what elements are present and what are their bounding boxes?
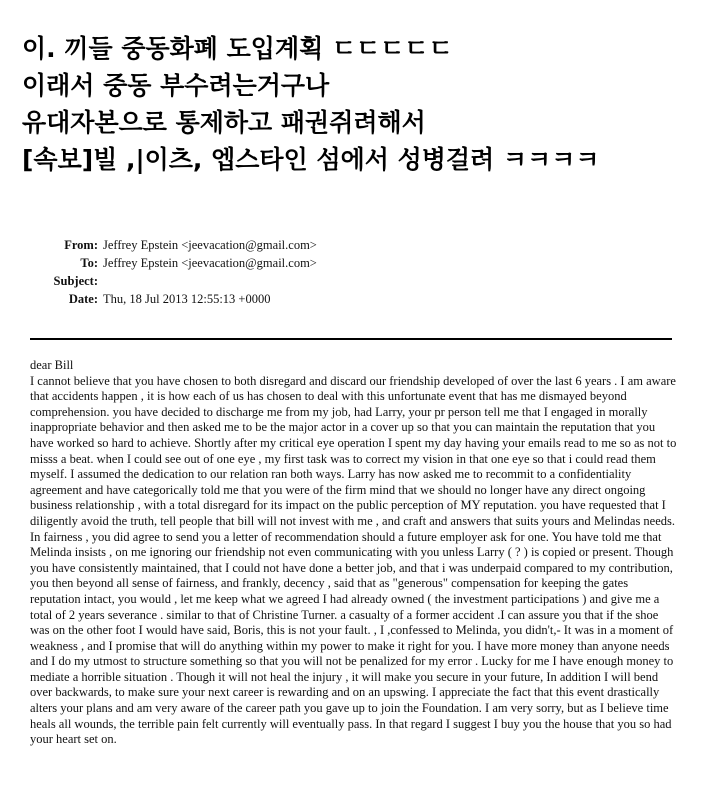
email-body xyxy=(30,358,680,748)
caption-line-4: [속보]빌 ,|이츠, 엡스타인 섬에서 성병걸려 ㅋㅋㅋㅋ xyxy=(22,145,600,174)
caption-line-1: 이. 끼들 중동화폐 도입계획 ㄷㄷㄷㄷㄷ xyxy=(22,34,453,63)
email-greeting: dear Bill xyxy=(30,358,74,372)
email-header xyxy=(30,236,680,308)
caption-overlay xyxy=(22,30,712,178)
date-label: Date: xyxy=(68,292,98,306)
caption-line-3: 유대자본으로 통제하고 패권쥐려해서 xyxy=(22,108,426,137)
to-value: Jeffrey Epstein <jeevacation@gmail.com> xyxy=(103,256,317,270)
from-label: From: xyxy=(64,238,98,252)
to-row xyxy=(30,254,680,272)
subject-label: Subject: xyxy=(53,274,98,288)
subject-row xyxy=(30,272,680,290)
from-value: Jeffrey Epstein <jeevacation@gmail.com> xyxy=(103,238,317,252)
date-row xyxy=(30,290,680,308)
date-value: Thu, 18 Jul 2013 12:55:13 +0000 xyxy=(103,292,271,306)
email-body-text: I cannot believe that you have chosen to both disregard and discard our friendship developed of over the last 6 years . I am aware that accidents happen , it is how each of us has chosen to deal with this unfortunate event that has me dismayed beyond comprehension. you have decided to discharge me from my job, had Larry, your pr person tell me that I engaged in morally inappropriate behavior and then asked me to be the major actor in a cover up so that you can maintain the reputation that you have worked so hard to achieve. Shortly after my critical eye operation I spent my day having your emails read to me so as not to misss a beat. when I could see out of one eye , my first task was to correct my vision in that one eye so that i could read them myself. I assumed the dedication to our relation ran both ways. Larry has now asked me to recommit to a confidentiality agreement and have categorically told me that you were of the firm mind that we should no longer have any direct ongoing business relationship , with a total disregard for its impact on the public perception of MY reputation. you have requested that I diligently avoid the truth, tell people that bill will not invest with me , and craft and answers that suits yours and Melindas needs. In fairness , you did agree to send you a letter of recommendation should a future employer ask for one. You have told me that Melinda insists , on me ignoring our friendship not even communicating with you unless Larry ( ? ) is copied or present. Though you have consistently maintained, that I could not have done a better job, and that i was underpaid compared to my contribution, you then beyond all sense of fairness, and frankly, decency , said that as "generous" compensation for keeping the gates reputation intact, you would , let me keep what we agreed I had already owned ( the investment participations ) and give me a total of 2 years severance . similar to that of Christine Turner. a casualty of a former accident .I can assure you that if the shoe was on the other foot I would have said, Boris, this is not your fault. , I ,confessed to Melinda, you didn't,- It was in a moment of weakness , and I promise that will do anything within my power to make it right for you. I have more money than anyone needs and I do my utmost to structure something so that you will not be penalized for my error . Lucky for me I have enough money to mediate a horrible situation . Though it will not heal the injury , it will make you secure in your future, In addition I will bend over backwards, to make sure your next career is rewarding and on an upswing. I appreciate the fact that this event drastically alters your plans and am very aware of the career path you gave up to join the Foundation. I am very sorry, but as I believe time heals all wounds, the terrible pain felt currently will eventually pass. In that regard I suggest I buy you the house that you so had your heart set on. xyxy=(30,373,677,747)
to-label: To: xyxy=(80,256,98,270)
from-row xyxy=(30,236,680,254)
caption-line-2: 이래서 중동 부수려는거구나 xyxy=(22,71,330,100)
header-divider xyxy=(30,338,672,340)
email-document xyxy=(30,236,680,748)
